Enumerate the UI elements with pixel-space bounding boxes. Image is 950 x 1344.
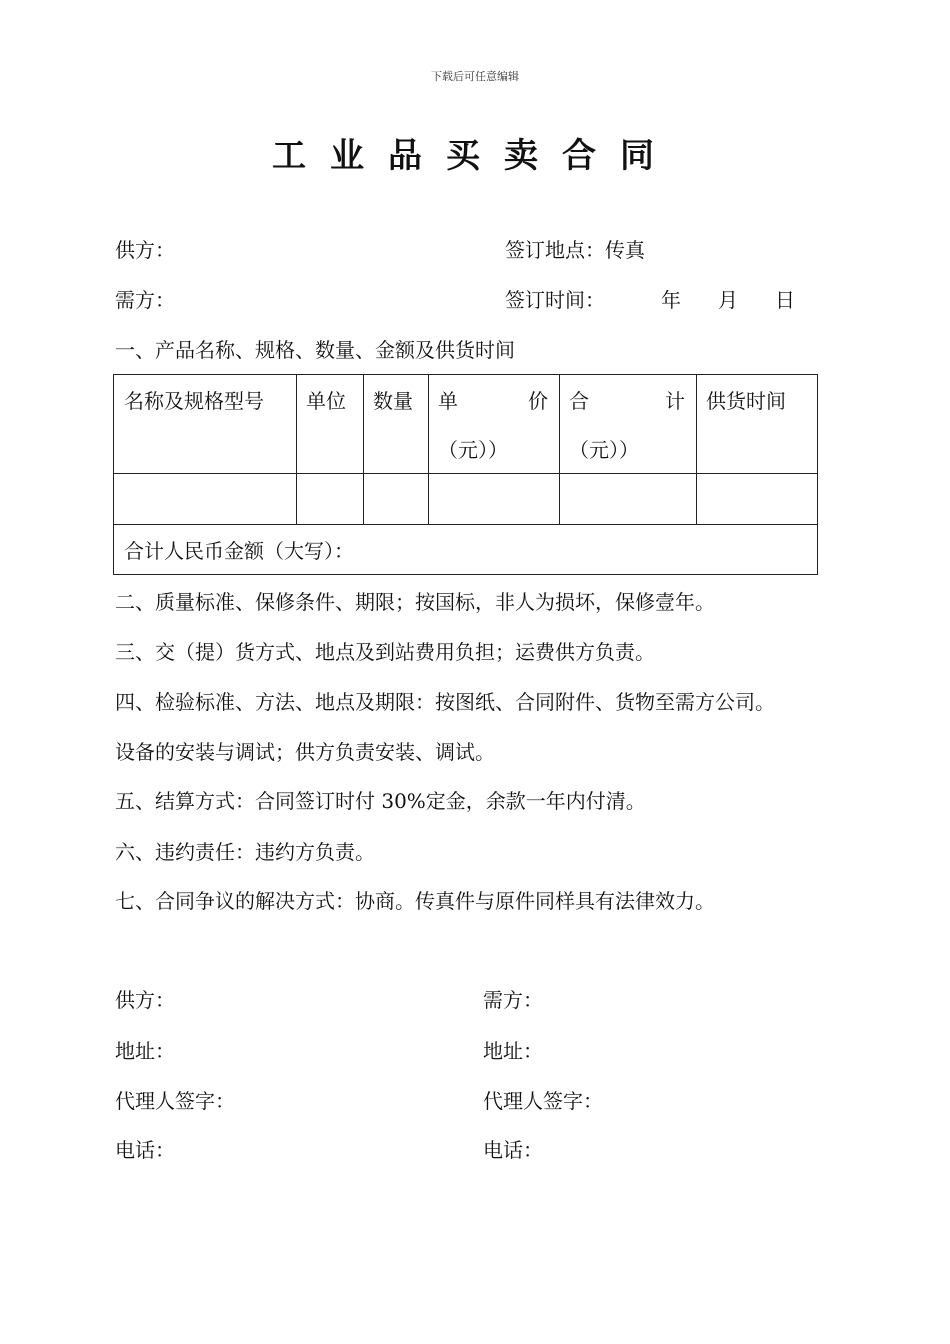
sign-buyer-address: 地址： (483, 1039, 543, 1063)
header-delivery-time: 供货时间 (706, 389, 786, 413)
header-total-currency: （元）） (569, 438, 639, 462)
header-unit-price-b: 价 (528, 389, 548, 413)
table-divider (363, 375, 364, 525)
header-unit: 单位 (306, 389, 346, 413)
header-unit-price-a: 单 (438, 389, 458, 413)
table-divider (296, 375, 297, 525)
year-label: 年 (661, 288, 681, 312)
buyer-label: 需方： (115, 288, 175, 312)
table-divider (696, 375, 697, 525)
clause-dispute: 七、合同争议的解决方式：协商。传真件与原件同样具有法律效力。 (115, 889, 715, 913)
sign-buyer-phone: 电话： (483, 1138, 543, 1162)
signing-place-value: 传真 (605, 238, 645, 262)
clause-installation: 设备的安装与调试；供方负责安装、调试。 (115, 740, 495, 764)
total-amount-row: 合计人民币金额（大写）： (124, 539, 354, 563)
day-label: 日 (775, 288, 795, 312)
clause-liability: 六、违约责任：违约方负责。 (115, 840, 375, 864)
month-label: 月 (718, 288, 738, 312)
header-total-b: 计 (665, 389, 685, 413)
clause-delivery: 三、交（提）货方式、地点及到站费用负担；运费供方负责。 (115, 640, 655, 664)
signing-time-label: 签订时间： (505, 288, 605, 312)
supplier-label: 供方： (115, 238, 175, 262)
section1-heading: 一、产品名称、规格、数量、金额及供货时间 (115, 338, 515, 362)
table-divider (559, 375, 560, 525)
sign-supplier-phone: 电话： (115, 1138, 175, 1162)
table-divider (114, 473, 817, 474)
table-divider (114, 524, 817, 525)
header-quantity: 数量 (373, 389, 413, 413)
document-title: 工业品买卖合同 (272, 136, 678, 176)
sign-supplier-label: 供方： (115, 988, 175, 1012)
product-table (113, 374, 818, 575)
clause-quality: 二、质量标准、保修条件、期限；按国标，非人为损坏，保修壹年。 (115, 590, 715, 614)
signing-place (505, 236, 645, 264)
clause-settlement: 五、结算方式：合同签订时付 30%定金，余款一年内付清。 (115, 789, 646, 813)
signing-place-label: 签订地点： (505, 238, 605, 262)
header-note: 下载后可任意编辑 (431, 70, 519, 83)
clause-inspection: 四、检验标准、方法、地点及期限：按图纸、合同附件、货物至需方公司。 (115, 690, 775, 714)
header-unit-price-currency: （元）） (438, 438, 508, 462)
sign-supplier-agent: 代理人签字： (115, 1089, 235, 1113)
sign-supplier-address: 地址： (115, 1039, 175, 1063)
sign-buyer-label: 需方： (483, 988, 543, 1012)
header-name-spec: 名称及规格型号 (124, 389, 264, 413)
sign-buyer-agent: 代理人签字： (483, 1089, 603, 1113)
table-divider (428, 375, 429, 525)
header-total-a: 合 (569, 389, 589, 413)
